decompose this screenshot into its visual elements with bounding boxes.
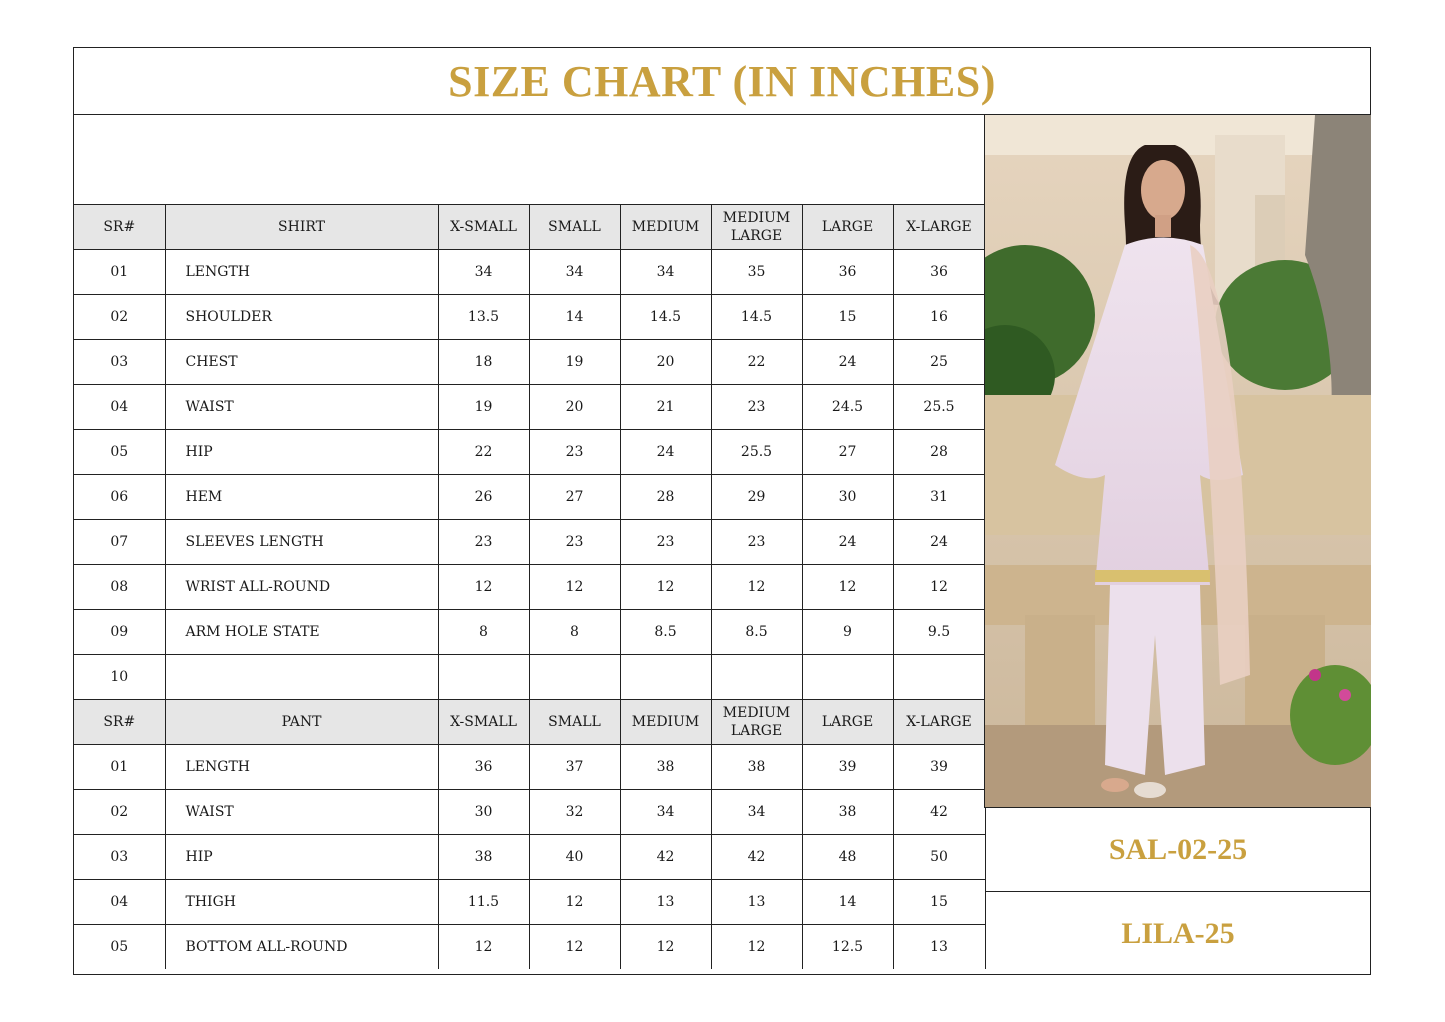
table-cell: 34 bbox=[620, 250, 711, 295]
table-cell: HEM bbox=[165, 475, 438, 520]
table-cell: 24 bbox=[893, 520, 985, 565]
table-cell: 9 bbox=[802, 610, 893, 655]
pant-header-row bbox=[74, 700, 985, 745]
table-cell: 13 bbox=[620, 880, 711, 925]
table-cell bbox=[529, 655, 620, 700]
table-cell: 08 bbox=[74, 565, 165, 610]
table-cell: 13 bbox=[893, 925, 985, 970]
table-cell: 05 bbox=[74, 430, 165, 475]
table-cell: 40 bbox=[529, 835, 620, 880]
table-row bbox=[74, 340, 985, 385]
table-row bbox=[74, 880, 985, 925]
table-cell: 26 bbox=[438, 475, 529, 520]
table-cell: 23 bbox=[529, 520, 620, 565]
table-cell: 06 bbox=[74, 475, 165, 520]
table-cell: 36 bbox=[438, 745, 529, 790]
table-cell: WRIST ALL-ROUND bbox=[165, 565, 438, 610]
table-cell: 10 bbox=[74, 655, 165, 700]
table-cell: 12 bbox=[529, 880, 620, 925]
table-row bbox=[74, 790, 985, 835]
table-cell: 38 bbox=[802, 790, 893, 835]
table-cell: 8.5 bbox=[711, 610, 802, 655]
table-cell: 8 bbox=[438, 610, 529, 655]
table-cell: 12 bbox=[802, 565, 893, 610]
table-cell: 02 bbox=[74, 790, 165, 835]
size-chart-frame bbox=[73, 47, 1371, 975]
table-cell: 48 bbox=[802, 835, 893, 880]
table-cell: 12 bbox=[529, 925, 620, 970]
table-cell: 34 bbox=[529, 250, 620, 295]
table-cell: 22 bbox=[711, 340, 802, 385]
table-cell: 09 bbox=[74, 610, 165, 655]
table-cell: 14.5 bbox=[711, 295, 802, 340]
table-cell: LENGTH bbox=[165, 745, 438, 790]
table-cell: 25.5 bbox=[893, 385, 985, 430]
table-cell: 04 bbox=[74, 385, 165, 430]
table-cell: 12 bbox=[438, 925, 529, 970]
table-cell: 30 bbox=[438, 790, 529, 835]
table-cell: 19 bbox=[529, 340, 620, 385]
table-row bbox=[74, 385, 985, 430]
table-cell: 12 bbox=[711, 925, 802, 970]
table-cell: 24 bbox=[802, 340, 893, 385]
table-cell: 34 bbox=[438, 250, 529, 295]
shirt-header-cell: SMALL bbox=[529, 205, 620, 250]
table-cell: 12 bbox=[529, 565, 620, 610]
table-cell: 23 bbox=[711, 385, 802, 430]
table-cell: 42 bbox=[893, 790, 985, 835]
table-cell: 12 bbox=[711, 565, 802, 610]
table-cell: 15 bbox=[802, 295, 893, 340]
table-cell: WAIST bbox=[165, 790, 438, 835]
table-row bbox=[74, 925, 985, 970]
table-cell: ARM HOLE STATE bbox=[165, 610, 438, 655]
table-row bbox=[74, 835, 985, 880]
table-row bbox=[74, 520, 985, 565]
table-cell: 24 bbox=[620, 430, 711, 475]
table-cell: 35 bbox=[711, 250, 802, 295]
table-cell: 39 bbox=[802, 745, 893, 790]
table-cell: 16 bbox=[893, 295, 985, 340]
table-cell: 38 bbox=[711, 745, 802, 790]
table-cell: 23 bbox=[529, 430, 620, 475]
table-cell: 25.5 bbox=[711, 430, 802, 475]
table-cell: 20 bbox=[620, 340, 711, 385]
table-cell: 24.5 bbox=[802, 385, 893, 430]
table-cell: 12 bbox=[620, 565, 711, 610]
page-title: SIZE CHART (IN INCHES) bbox=[74, 48, 1370, 115]
table-cell: 34 bbox=[711, 790, 802, 835]
table-cell: HIP bbox=[165, 835, 438, 880]
table-cell: 8 bbox=[529, 610, 620, 655]
table-cell: 01 bbox=[74, 250, 165, 295]
table-cell: 9.5 bbox=[893, 610, 985, 655]
table-cell: 20 bbox=[529, 385, 620, 430]
table-cell bbox=[438, 655, 529, 700]
shirt-header-cell: SR# bbox=[74, 205, 165, 250]
table-cell: 14 bbox=[529, 295, 620, 340]
table-row bbox=[74, 745, 985, 790]
table-cell: 50 bbox=[893, 835, 985, 880]
table-cell: 02 bbox=[74, 295, 165, 340]
table-cell bbox=[165, 655, 438, 700]
table-cell: 23 bbox=[438, 520, 529, 565]
shirt-header-cell: SHIRT bbox=[165, 205, 438, 250]
shirt-header-cell: X-LARGE bbox=[893, 205, 985, 250]
table-cell: 21 bbox=[620, 385, 711, 430]
shirt-header-cell: MEDIUM bbox=[620, 205, 711, 250]
table-cell: 42 bbox=[711, 835, 802, 880]
table-cell: 04 bbox=[74, 880, 165, 925]
table-row bbox=[74, 565, 985, 610]
table-cell: 27 bbox=[529, 475, 620, 520]
shirt-header-cell: MEDIUM LARGE bbox=[711, 205, 802, 250]
table-cell: 12.5 bbox=[802, 925, 893, 970]
table-cell: 12 bbox=[620, 925, 711, 970]
table-cell: 8.5 bbox=[620, 610, 711, 655]
table-row bbox=[74, 655, 985, 700]
table-cell: 31 bbox=[893, 475, 985, 520]
table-cell: 14.5 bbox=[620, 295, 711, 340]
table-cell: 03 bbox=[74, 835, 165, 880]
table-cell: 03 bbox=[74, 340, 165, 385]
pant-header-cell: SR# bbox=[74, 700, 165, 745]
table-cell: 32 bbox=[529, 790, 620, 835]
table-cell: 28 bbox=[893, 430, 985, 475]
table-cell: 01 bbox=[74, 745, 165, 790]
collection-name: LILA-25 bbox=[1121, 916, 1235, 950]
table-cell: 07 bbox=[74, 520, 165, 565]
table-cell: 36 bbox=[802, 250, 893, 295]
table-cell: 12 bbox=[438, 565, 529, 610]
table-cell: 14 bbox=[802, 880, 893, 925]
table-cell bbox=[802, 655, 893, 700]
table-cell bbox=[620, 655, 711, 700]
table-cell: 39 bbox=[893, 745, 985, 790]
table-cell: 22 bbox=[438, 430, 529, 475]
table-row bbox=[74, 250, 985, 295]
table-cell: THIGH bbox=[165, 880, 438, 925]
size-table-body bbox=[74, 205, 985, 970]
pant-header-cell: PANT bbox=[165, 700, 438, 745]
size-table bbox=[74, 204, 986, 969]
table-cell bbox=[711, 655, 802, 700]
table-cell: 27 bbox=[802, 430, 893, 475]
table-row bbox=[74, 430, 985, 475]
table-cell: HIP bbox=[165, 430, 438, 475]
table-cell: 24 bbox=[802, 520, 893, 565]
table-cell: 19 bbox=[438, 385, 529, 430]
table-cell: 23 bbox=[711, 520, 802, 565]
table-cell bbox=[893, 655, 985, 700]
product-code: SAL-02-25 bbox=[985, 808, 1371, 892]
pant-header-cell: MEDIUM bbox=[620, 700, 711, 745]
table-cell: 34 bbox=[620, 790, 711, 835]
model-photo-illustration bbox=[985, 115, 1371, 808]
table-cell: 23 bbox=[620, 520, 711, 565]
table-row bbox=[74, 295, 985, 340]
pant-header-cell: X-SMALL bbox=[438, 700, 529, 745]
blank-header-area bbox=[74, 115, 985, 204]
table-cell: 13.5 bbox=[438, 295, 529, 340]
pant-header-cell: LARGE bbox=[802, 700, 893, 745]
table-cell: 30 bbox=[802, 475, 893, 520]
table-cell: 25 bbox=[893, 340, 985, 385]
table-cell: 28 bbox=[620, 475, 711, 520]
shirt-header-row bbox=[74, 205, 985, 250]
table-cell: BOTTOM ALL-ROUND bbox=[165, 925, 438, 970]
table-cell: CHEST bbox=[165, 340, 438, 385]
pant-header-cell: MEDIUM LARGE bbox=[711, 700, 802, 745]
table-cell: 38 bbox=[620, 745, 711, 790]
pant-header-cell: X-LARGE bbox=[893, 700, 985, 745]
table-cell: 38 bbox=[438, 835, 529, 880]
model-photo bbox=[984, 115, 1371, 808]
table-row bbox=[74, 610, 985, 655]
table-cell: 11.5 bbox=[438, 880, 529, 925]
table-cell: SHOULDER bbox=[165, 295, 438, 340]
table-cell: 42 bbox=[620, 835, 711, 880]
table-cell: 05 bbox=[74, 925, 165, 970]
table-cell: WAIST bbox=[165, 385, 438, 430]
pant-header-cell: SMALL bbox=[529, 700, 620, 745]
shirt-header-cell: X-SMALL bbox=[438, 205, 529, 250]
table-cell: 36 bbox=[893, 250, 985, 295]
table-cell: SLEEVES LENGTH bbox=[165, 520, 438, 565]
table-cell: 29 bbox=[711, 475, 802, 520]
shirt-header-cell: LARGE bbox=[802, 205, 893, 250]
table-cell: 12 bbox=[893, 565, 985, 610]
table-cell: 18 bbox=[438, 340, 529, 385]
table-row bbox=[74, 475, 985, 520]
table-cell: 15 bbox=[893, 880, 985, 925]
table-cell: LENGTH bbox=[165, 250, 438, 295]
table-cell: 13 bbox=[711, 880, 802, 925]
table-cell: 37 bbox=[529, 745, 620, 790]
